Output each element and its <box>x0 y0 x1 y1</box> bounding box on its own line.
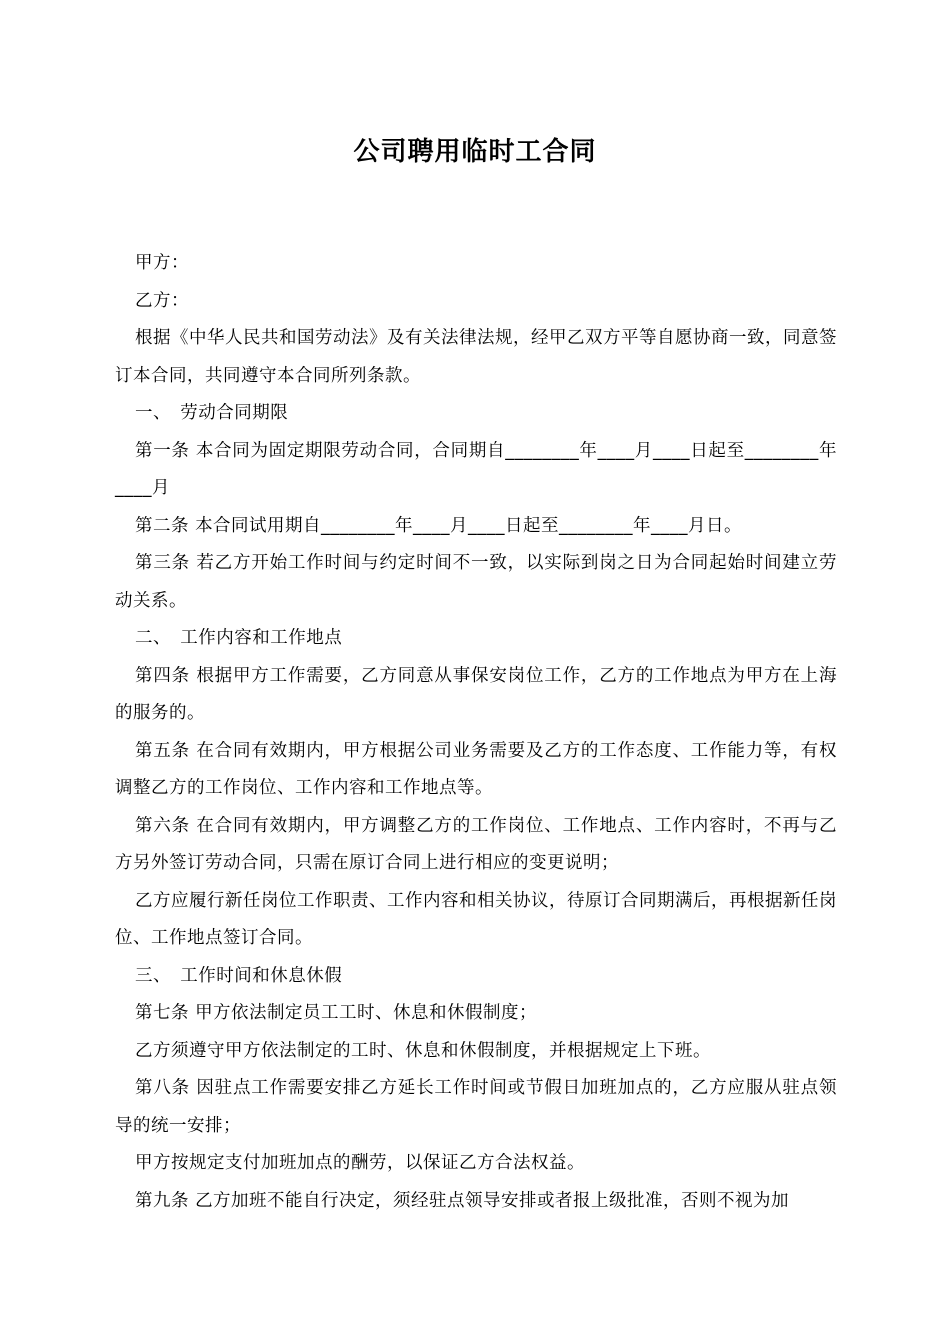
article-8: 第八条 因驻点工作需要安排乙方延长工作时间或节假日加班加点的，乙方应服从驻点领导的统一安排； <box>115 1078 837 1136</box>
article-8-continued: 甲方按规定支付加班加点的酬劳，以保证乙方合法权益。 <box>135 1153 585 1173</box>
article-7: 第七条 甲方依法制定员工工时、休息和休假制度； <box>135 1003 538 1023</box>
article-3: 第三条 若乙方开始工作时间与约定时间不一致，以实际到岗之日为合同起始时间建立劳动关系。 <box>115 553 837 611</box>
party-a-line: 甲方： <box>135 253 189 273</box>
article-2: 第二条 本合同试用期自________年____月____日起至________年____月日。 <box>135 515 743 536</box>
article-6-continued: 乙方应履行新任岗位工作职责、工作内容和相关协议，待原订合同期满后，再根据新任岗位、工作地点签订合同。 <box>115 890 837 948</box>
preamble-paragraph: 根据《中华人民共和国劳动法》及有关法律法规，经甲乙双方平等自愿协商一致，同意签订本合同，共同遵守本合同所列条款。 <box>115 328 837 386</box>
article-5: 第五条 在合同有效期内，甲方根据公司业务需要及乙方的工作态度、工作能力等，有权调整乙方的工作岗位、工作内容和工作地点等。 <box>115 740 837 798</box>
article-7-continued: 乙方须遵守甲方依法制定的工时、休息和休假制度，并根据规定上下班。 <box>135 1040 711 1061</box>
article-1: 第一条 本合同为固定期限劳动合同，合同期自________年____月____日起至________年____月 <box>115 440 837 498</box>
document-title: 公司聘用临时工合同 <box>353 137 597 167</box>
article-6: 第六条 在合同有效期内，甲方调整乙方的工作岗位、工作地点、工作内容时，不再与乙方另外签订劳动合同，只需在原订合同上进行相应的变更说明； <box>115 815 837 873</box>
party-b-line: 乙方： <box>135 290 189 311</box>
article-9: 第九条 乙方加班不能自行决定，须经驻点领导安排或者报上级批准，否则不视为加 <box>135 1190 790 1211</box>
article-4: 第四条 根据甲方工作需要，乙方同意从事保安岗位工作，乙方的工作地点为甲方在上海的服务的。 <box>115 665 837 723</box>
section-heading-3: 三、 工作时间和休息休假 <box>135 965 343 986</box>
section-heading-1: 一、 劳动合同期限 <box>135 403 289 423</box>
section-heading-2: 二、 工作内容和工作地点 <box>135 628 343 648</box>
document-body <box>115 245 837 1220</box>
